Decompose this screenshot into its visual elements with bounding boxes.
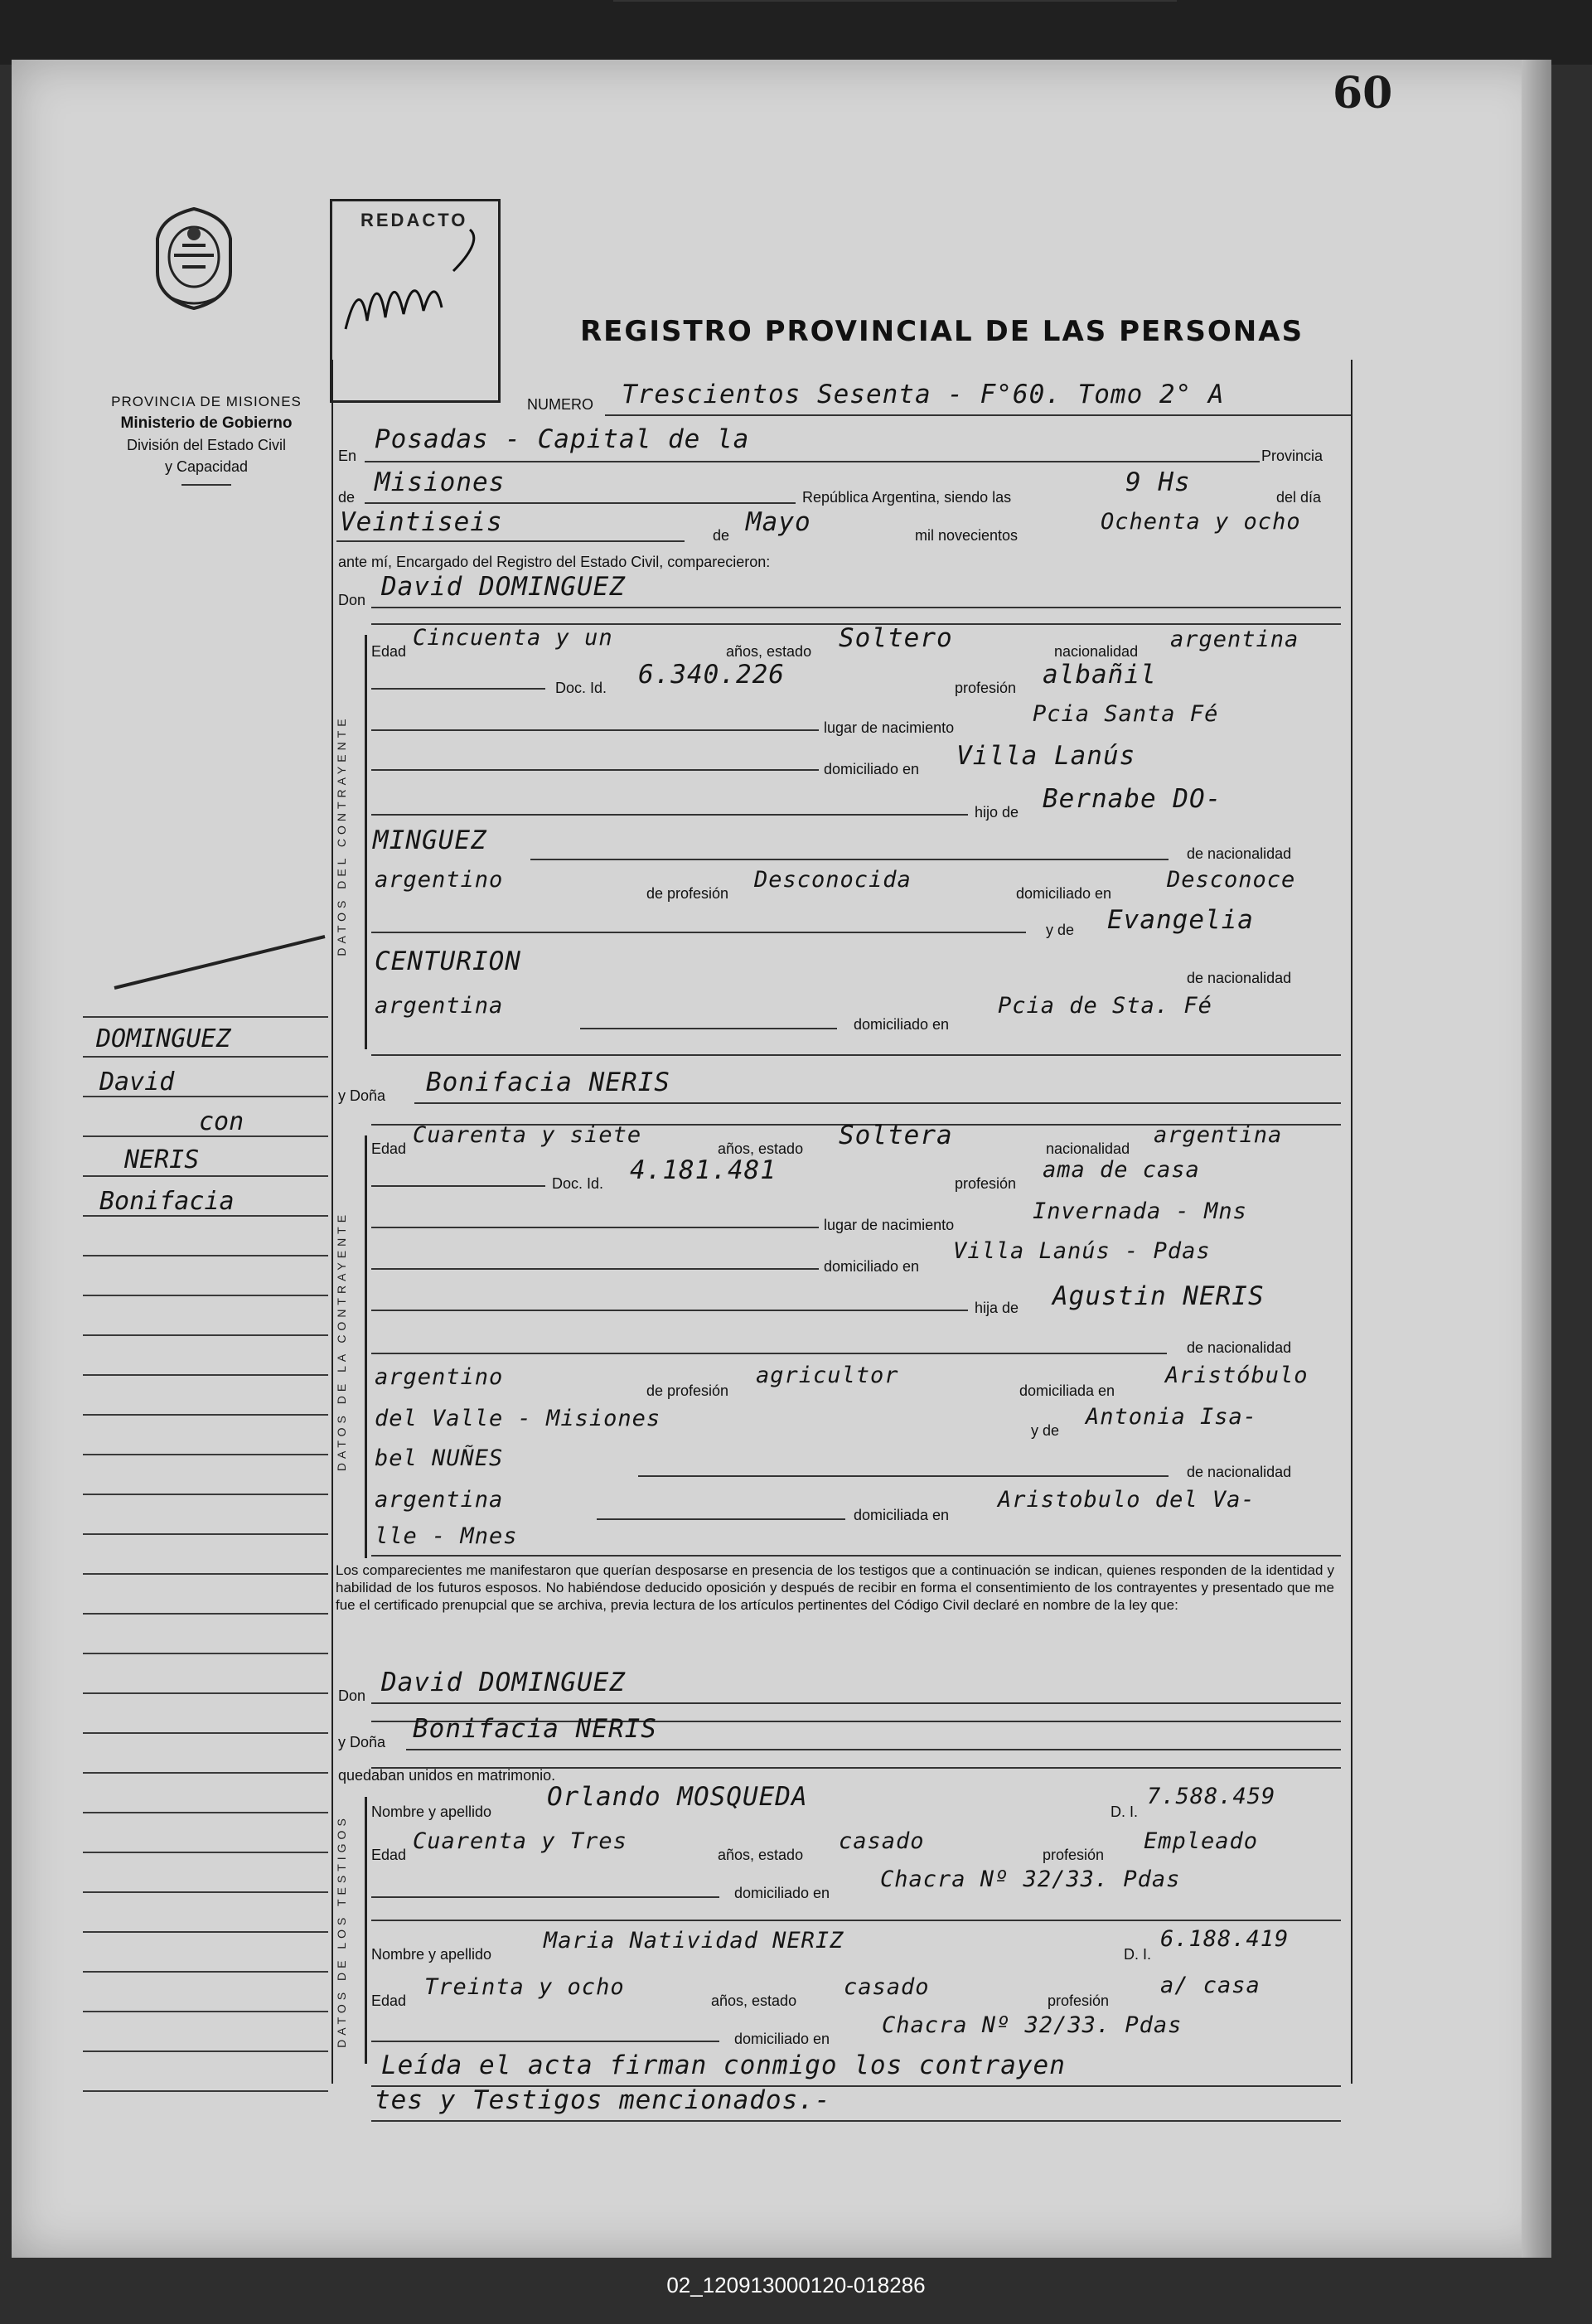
- margin-rule-line: [83, 1573, 328, 1575]
- hw-bride-father: Agustin NERIS: [1052, 1281, 1265, 1311]
- page-edge-shadow: [1522, 60, 1551, 2258]
- hw-w2-dom: Chacra Nº 32/33. Pdas: [882, 2012, 1183, 2038]
- division-line-1: División del Estado Civil: [126, 437, 287, 453]
- hw-bride-mother-dom-2: lle - Mnes: [375, 1523, 518, 1549]
- label-groom-doc: Doc. Id.: [555, 680, 607, 696]
- label-republica: República Argentina, siendo las: [802, 489, 1012, 506]
- label-provincia: Provincia: [1261, 448, 1323, 464]
- line-en: [365, 461, 1260, 462]
- hw-dia: Veintiseis: [340, 507, 503, 537]
- hw-groom-father-nac: argentino: [375, 867, 504, 893]
- hw-groom-name: David DOMINGUEZ: [381, 572, 626, 602]
- ministry-divider: [181, 484, 231, 486]
- hw-bride-father-dom-2: del Valle - Misiones: [375, 1406, 661, 1431]
- stamp-label: REDACTO: [360, 210, 468, 230]
- hw-groom-father-2: MINGUEZ: [373, 826, 487, 855]
- label-en: En: [338, 448, 357, 464]
- label-w2-di: D. I.: [1124, 1946, 1152, 1963]
- register-title: REGISTRO PROVINCIAL DE LAS PERSONAS: [580, 315, 1304, 348]
- label-quedaban: quedaban unidos en matrimonio.: [338, 1767, 556, 1784]
- hw-bride-mother-2: bel NUÑES: [375, 1445, 504, 1471]
- label-w1-dom: domiciliado en: [734, 1885, 830, 1901]
- label-w2-edad: Edad: [371, 1992, 407, 2009]
- hw-groom-doc: 6.340.226: [638, 660, 785, 690]
- margin-rule-line: [83, 1056, 328, 1058]
- line-bride-dom-left: [371, 1268, 819, 1270]
- hw-bride-prof: ama de casa: [1043, 1157, 1200, 1183]
- hw-en: Posadas - Capital de la: [375, 424, 750, 454]
- hw-w1-di: 7.588.459: [1147, 1784, 1276, 1809]
- side-label-witnesses: DATOS DE LOS TESTIGOS: [335, 1814, 348, 2048]
- label-don: Don: [338, 592, 366, 608]
- label-groom-lugar: lugar de nacimiento: [824, 719, 955, 736]
- side-label-groom: DATOS DEL CONTRAYENTE: [335, 714, 348, 956]
- hw-groom-father-1: Bernabe DO-: [1043, 784, 1222, 814]
- label-groom-nac: nacionalidad: [1054, 643, 1139, 660]
- line-groom-doc-left: [371, 688, 545, 690]
- label-w2-name: Nombre y apellido: [371, 1946, 492, 1963]
- hw-numero: Trescientos Sesenta - F°60. Tomo 2° A: [622, 380, 1225, 409]
- line-de: [365, 502, 796, 504]
- label-bride-nac: nacionalidad: [1046, 1140, 1130, 1157]
- margin-rule-line: [83, 1175, 328, 1177]
- hw-de: Misiones: [375, 467, 506, 497]
- line-groom-dom-left: [371, 769, 819, 771]
- label-groom-father-nac: de nacionalidad: [1187, 845, 1292, 862]
- ministry-name: Ministerio de Gobierno: [120, 414, 293, 432]
- label-bride-dom: domiciliado en: [824, 1258, 920, 1275]
- hw-groom-mother-2: CENTURION: [375, 947, 521, 976]
- witness-bracket: [365, 1797, 367, 2064]
- declaration-paragraph: Los comparecientes me manifestaron que querían desposarse en presencia de los testigos que a continuación se indican, quienes responden de la identidad y habilidad de los futuros esposos. No habiéndose deducido oposición y después de recibir en forma el consentimiento de los contrayentes y presentado que me fue el certificado prenupcial que se archiva, previa lectura de los artículos pertinentes del Código Civil declaré en nombre de la ley que:: [336, 1562, 1334, 1613]
- hw-closing-2: tes y Testigos mencionados.-: [375, 2085, 831, 2115]
- label-bride-hija: hija de: [975, 1300, 1019, 1316]
- stamp-signature: [337, 221, 486, 370]
- label-bride-father-prof: de profesión: [646, 1382, 729, 1399]
- margin-rule-line: [83, 2011, 328, 2012]
- margin-rule-line: [83, 1653, 328, 1654]
- label-w1-edad: Edad: [371, 1847, 407, 1863]
- hw-decl-don: David DOMINGUEZ: [381, 1668, 626, 1697]
- margin-rule-line: [83, 1334, 328, 1336]
- margin-rule-line: [83, 1255, 328, 1256]
- line-closing-2: [371, 2120, 1341, 2122]
- margin-rule-line: [83, 1494, 328, 1495]
- line-groom-name: [371, 607, 1341, 608]
- hw-bride-father-prof: agricultor: [756, 1363, 899, 1388]
- margin-rule-line: [83, 1692, 328, 1694]
- label-bride-prof: profesión: [955, 1175, 1017, 1192]
- hw-bride-name: Bonifacia NERIS: [426, 1068, 670, 1097]
- margin-rule-line: [83, 1295, 328, 1296]
- label-de-mes: de: [713, 527, 730, 544]
- line-w2-dom-left: [371, 2041, 719, 2042]
- label-groom-yde: y de: [1046, 922, 1075, 938]
- hw-w1-name: Orlando MOSQUEDA: [547, 1782, 808, 1812]
- label-groom-prof: profesión: [955, 680, 1017, 696]
- line-bride-doc-left: [371, 1185, 545, 1187]
- hw-groom-mother-1: Evangelia: [1107, 905, 1254, 935]
- margin-rule-line: [83, 1533, 328, 1535]
- margin-rule-line: [83, 1454, 328, 1455]
- hw-groom-dom: Villa Lanús: [956, 741, 1136, 771]
- line-w1-dom-left: [371, 1896, 719, 1898]
- hw-w1-prof: Empleado: [1144, 1828, 1259, 1854]
- label-dona: y Doña: [338, 1087, 386, 1104]
- label-w1-estado: años, estado: [718, 1847, 804, 1863]
- label-bride-doc: Doc. Id.: [552, 1175, 604, 1192]
- label-decl-don: Don: [338, 1687, 366, 1704]
- margin-rule-line: [83, 1374, 328, 1376]
- label-w1-prof: profesión: [1043, 1847, 1105, 1863]
- line-bride-name: [414, 1102, 1341, 1104]
- line-groom-mother-left: [371, 932, 1026, 933]
- margin-note-3: con: [199, 1107, 244, 1136]
- margin-rule-line: [83, 1772, 328, 1774]
- hw-decl-dona: Bonifacia NERIS: [413, 1714, 657, 1744]
- label-bride-lugar: lugar de nacimiento: [824, 1217, 955, 1233]
- hw-hora: 9 Hs: [1125, 467, 1191, 497]
- hw-w2-estado: casado: [844, 1974, 930, 2000]
- hw-bride-father-dom-1: Aristóbulo: [1165, 1363, 1309, 1388]
- label-w2-dom: domiciliado en: [734, 2031, 830, 2047]
- hw-bride-father-nac: argentino: [375, 1364, 504, 1390]
- label-bride-father-dom: domiciliada en: [1019, 1382, 1115, 1399]
- margin-rule-line: [83, 1931, 328, 1933]
- label-groom-edad: Edad: [371, 643, 407, 660]
- hw-w1-estado: casado: [839, 1828, 925, 1854]
- hw-bride-mother-dom-1: Aristobulo del Va-: [998, 1487, 1256, 1513]
- line-w1-end: [371, 1920, 1341, 1921]
- label-de: de: [338, 489, 356, 506]
- label-decl-dona: y Doña: [338, 1734, 386, 1750]
- hw-groom-lugar: Pcia Santa Fé: [1033, 701, 1219, 727]
- hw-w1-age: Cuarenta y Tres: [413, 1828, 627, 1854]
- line-bride-hija-left: [371, 1310, 968, 1311]
- label-w1-name: Nombre y apellido: [371, 1804, 492, 1820]
- scan-id-footer: 02_120913000120-018286: [666, 2273, 926, 2297]
- hw-bride-nac: argentina: [1154, 1122, 1283, 1148]
- line-groom-mother-dom-left: [580, 1028, 837, 1029]
- margin-rule-line: [83, 1891, 328, 1893]
- line-groom-end: [371, 1054, 1341, 1056]
- margin-rule-line: [83, 1414, 328, 1416]
- groom-bracket: [365, 635, 367, 1049]
- hw-bride-lugar: Invernada - Mns: [1033, 1198, 1247, 1224]
- margin-rule-line: [83, 1732, 328, 1734]
- province-name: PROVINCIA DE MISIONES: [111, 394, 302, 409]
- hw-bride-dom: Villa Lanús - Pdas: [953, 1238, 1211, 1264]
- label-w2-prof: profesión: [1048, 1992, 1110, 2009]
- margin-note-5: Bonifacia: [99, 1187, 235, 1216]
- hw-w2-name: Maria Natividad NERIZ: [544, 1928, 844, 1954]
- line-bride-end: [371, 1555, 1341, 1557]
- hw-groom-mother-nac: argentina: [375, 993, 504, 1019]
- label-bride-mother-dom: domiciliada en: [854, 1507, 950, 1523]
- margin-rule-line: [83, 1971, 328, 1973]
- hw-closing-1: Leída el acta firman conmigo los contrayen: [381, 2050, 1066, 2080]
- hw-bride-doc: 4.181.481: [630, 1155, 777, 1185]
- bride-bracket: [365, 1135, 367, 1558]
- label-groom-hijo: hijo de: [975, 804, 1019, 821]
- label-w2-estado: años, estado: [711, 1992, 797, 2009]
- margin-rule-line: [83, 1852, 328, 1853]
- hw-bride-mother-nac: argentina: [375, 1487, 504, 1513]
- page-number: 60: [1333, 68, 1393, 119]
- hw-bride-estado: Soltera: [839, 1121, 953, 1150]
- line-groom-mother-nac: [613, 0, 1177, 2]
- hw-groom-father-prof: Desconocida: [754, 867, 912, 893]
- label-ante-mi: ante mí, Encargado del Registro del Estado Civil, comparecieron:: [338, 554, 771, 570]
- label-mil-novecientos: mil novecientos: [915, 527, 1019, 544]
- label-groom-mother-dom: domiciliado en: [854, 1016, 950, 1033]
- hw-groom-father-dom: Desconoce: [1167, 867, 1296, 893]
- label-bride-edad: Edad: [371, 1140, 407, 1157]
- line-decl-don: [371, 1702, 1341, 1704]
- hw-groom-mother-dom: Pcia de Sta. Fé: [998, 993, 1212, 1019]
- margin-note-1: DOMINGUEZ: [96, 1024, 231, 1053]
- hw-bride-mother-1: Antonia Isa-: [1086, 1404, 1258, 1430]
- scanner-bed-top: [0, 0, 1592, 65]
- line-groom-lugar-left: [371, 729, 819, 731]
- hw-groom-age: Cincuenta y un: [413, 625, 613, 651]
- label-groom-father-dom: domiciliado en: [1016, 885, 1112, 902]
- ministry-block: [78, 391, 335, 486]
- hw-groom-prof: albañil: [1043, 660, 1157, 690]
- label-bride-yde: y de: [1031, 1422, 1060, 1439]
- label-groom-father-prof: de profesión: [646, 885, 729, 902]
- provincial-seal-icon: [149, 206, 239, 312]
- label-bride-estado: años, estado: [718, 1140, 804, 1157]
- margin-rule-line: [83, 1016, 328, 1018]
- hw-w1-dom: Chacra Nº 32/33. Pdas: [880, 1866, 1181, 1892]
- margin-note-4: NERIS: [124, 1145, 200, 1174]
- line-decl-dona: [406, 1749, 1341, 1750]
- margin-rule-line: [83, 2090, 328, 2092]
- hw-w2-di: 6.188.419: [1160, 1926, 1290, 1952]
- hw-bride-age: Cuarenta y siete: [413, 1122, 642, 1148]
- line-groom-hijo-left: [371, 814, 968, 816]
- margin-note-2: David: [99, 1068, 175, 1097]
- division-line-2: y Capacidad: [164, 458, 249, 475]
- line-numero: [605, 414, 1351, 416]
- line-bride-lugar-left: [371, 1227, 819, 1228]
- label-numero: NUMERO: [527, 396, 593, 413]
- margin-rule-line: [83, 1812, 328, 1813]
- margin-rule-line: [83, 1613, 328, 1615]
- side-label-bride: DATOS DE LA CONTRAYENTE: [335, 1210, 348, 1472]
- label-groom-dom: domiciliado en: [824, 761, 920, 777]
- margin-rule-line: [83, 2050, 328, 2052]
- label-del-dia: del día: [1276, 489, 1322, 506]
- label-groom-mother-nac: de nacionalidad: [1187, 970, 1292, 986]
- label-bride-mother-nac: de nacionalidad: [1187, 1464, 1292, 1480]
- margin-diagonal-stroke: [108, 928, 331, 995]
- label-w1-di: D. I.: [1111, 1804, 1139, 1820]
- hw-anio: Ochenta y ocho: [1101, 509, 1301, 535]
- line-bride-mother-nac: [638, 1475, 1169, 1477]
- line-bride-mother-dom-left: [597, 1518, 845, 1520]
- hw-mes: Mayo: [746, 507, 811, 537]
- hw-groom-nac: argentina: [1170, 627, 1299, 652]
- label-bride-father-nac: de nacionalidad: [1187, 1339, 1292, 1356]
- hw-groom-estado: Soltero: [839, 623, 953, 653]
- hw-w2-age: Treinta y ocho: [424, 1974, 625, 2000]
- line-dia: [336, 540, 685, 542]
- line-groom-father-nac: [530, 859, 1169, 860]
- line-bride-father-nac: [371, 1353, 1167, 1354]
- label-groom-estado: años, estado: [726, 643, 812, 660]
- hw-w2-prof: a/ casa: [1160, 1973, 1261, 1998]
